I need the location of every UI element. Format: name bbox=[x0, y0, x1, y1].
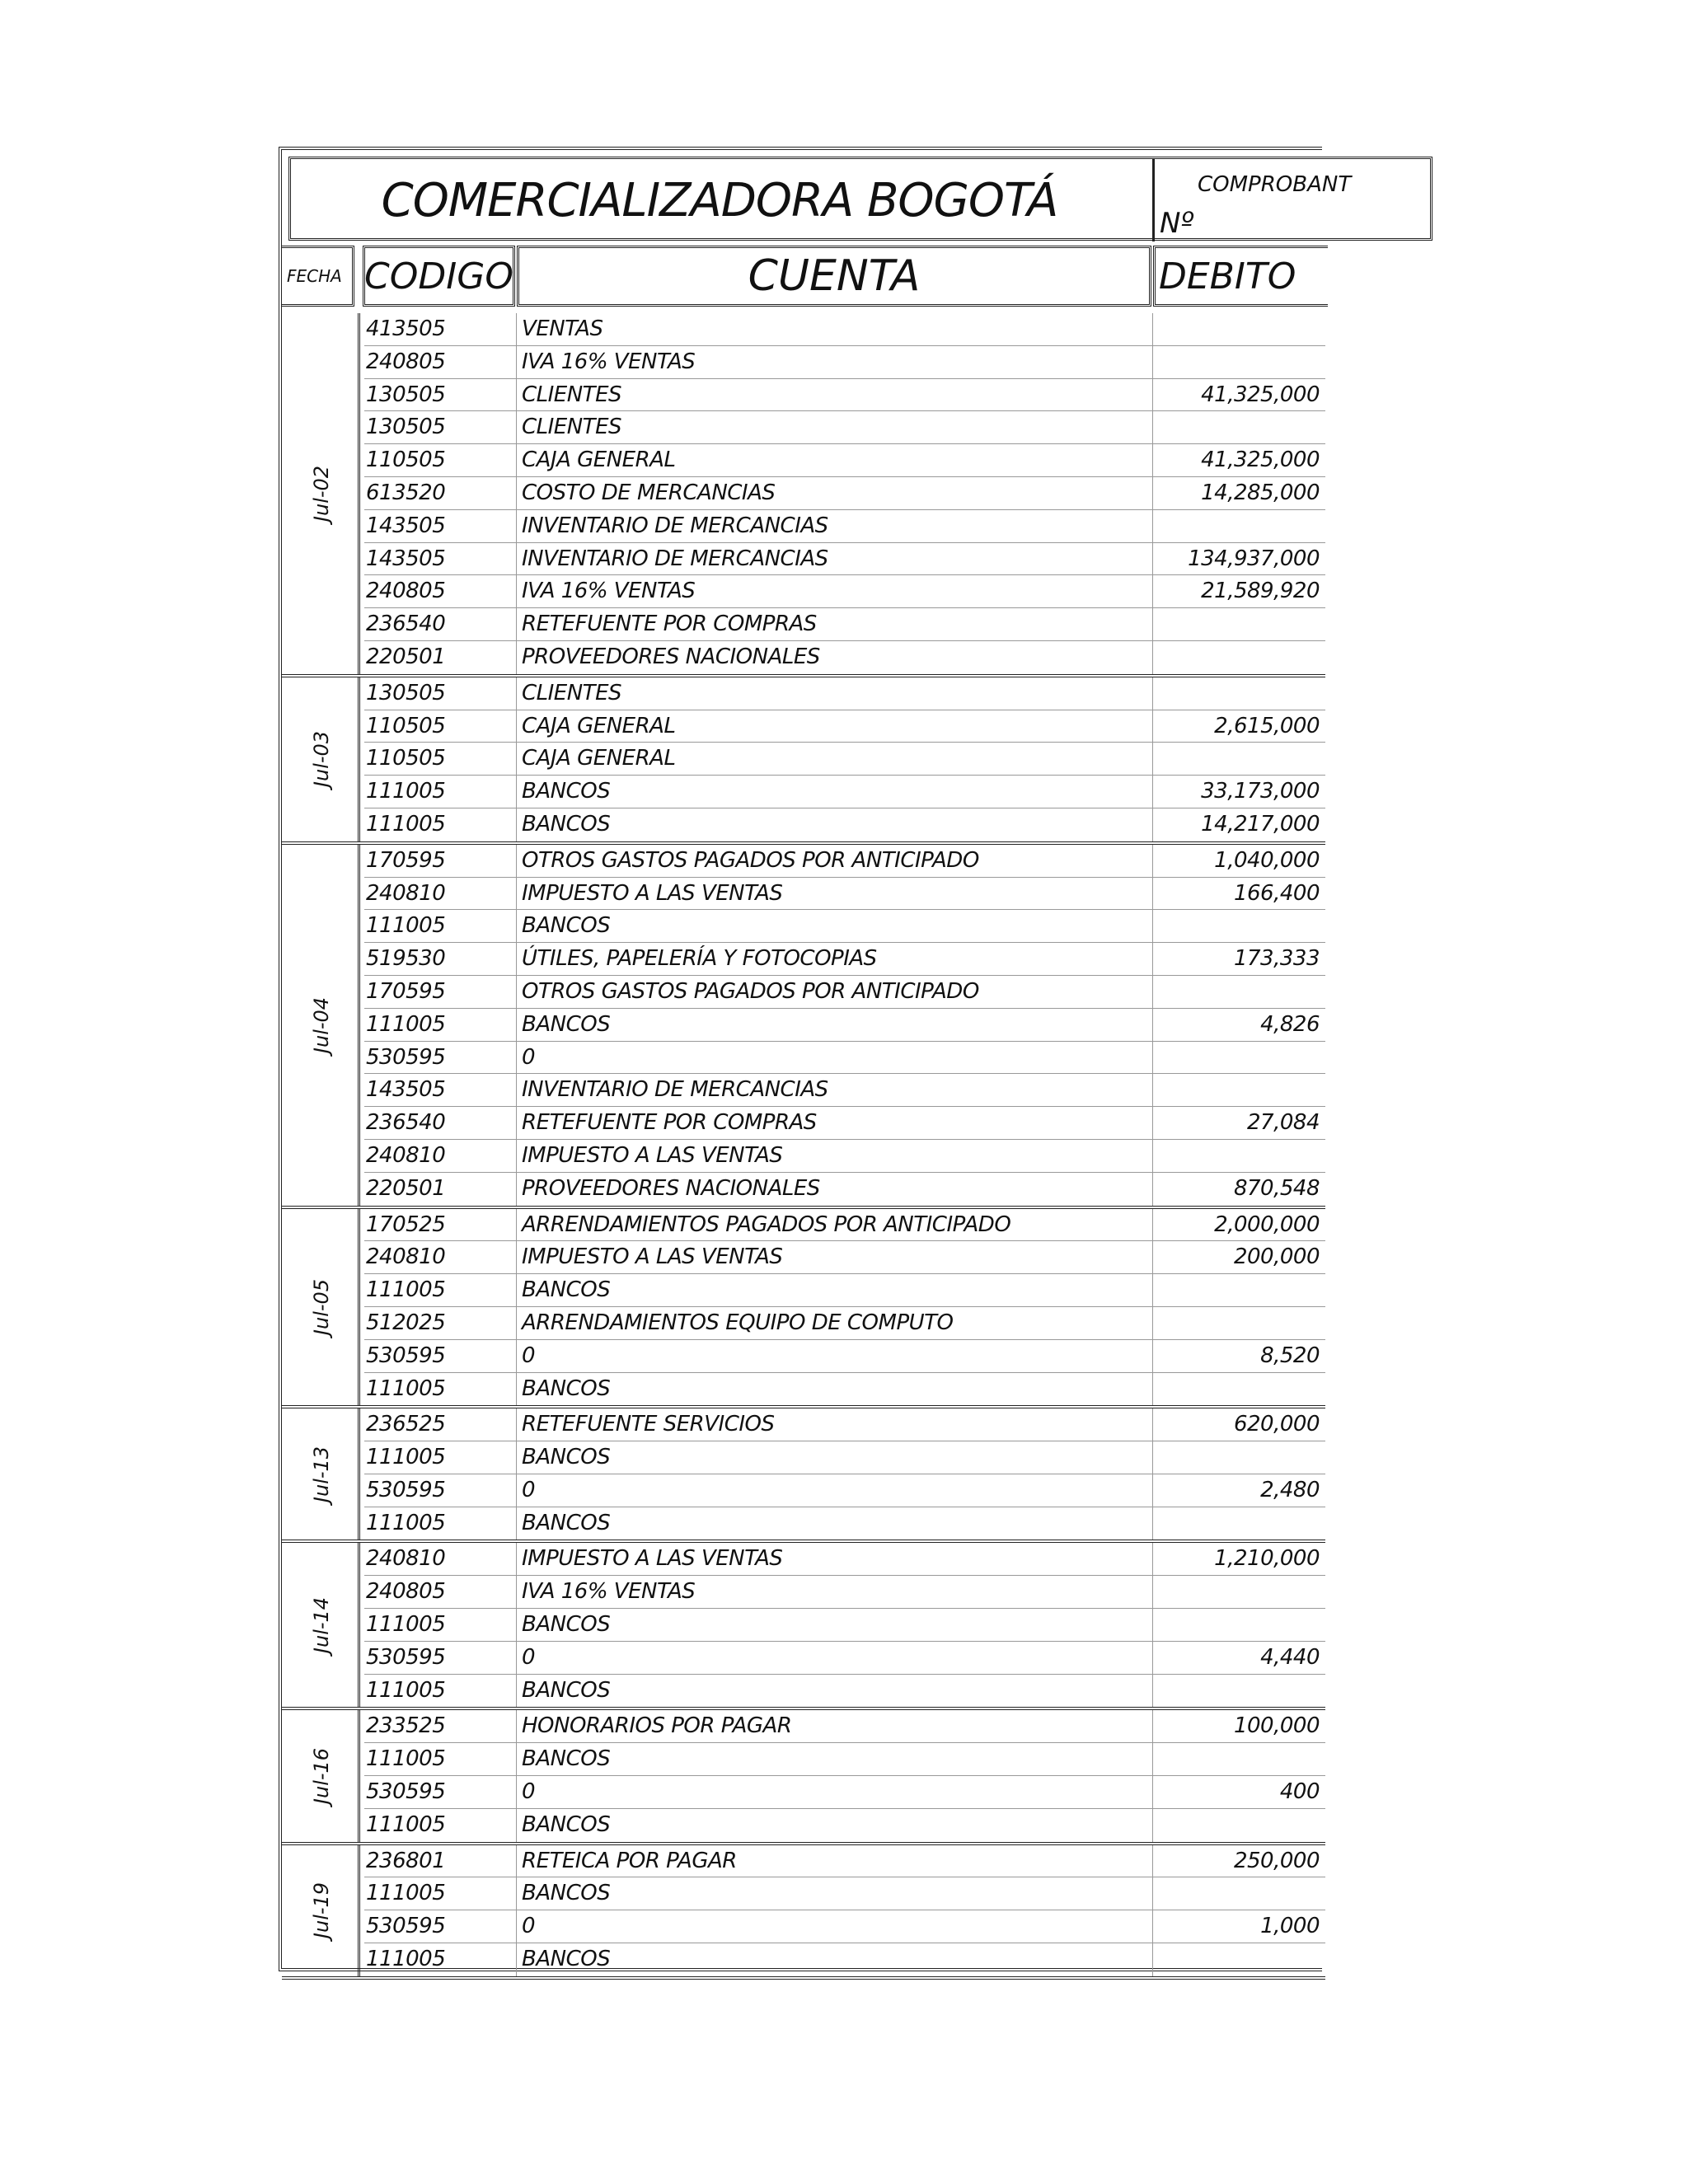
debit-amount bbox=[1153, 1576, 1325, 1608]
account-name: BANCOS bbox=[517, 910, 1153, 942]
account-code: 530595 bbox=[364, 1042, 517, 1074]
account-code: 111005 bbox=[364, 910, 517, 942]
account-name: 0 bbox=[517, 1474, 1153, 1507]
table-row bbox=[364, 1910, 1325, 1943]
account-name: CLIENTES bbox=[517, 379, 1153, 411]
account-code: 111005 bbox=[364, 808, 517, 841]
ledger-body bbox=[282, 313, 1325, 1980]
table-row bbox=[364, 1274, 1325, 1307]
table-row bbox=[364, 878, 1325, 911]
account-name: BANCOS bbox=[517, 1009, 1153, 1041]
account-name: BANCOS bbox=[517, 1441, 1153, 1474]
table-row bbox=[364, 1845, 1325, 1878]
table-row bbox=[364, 1710, 1325, 1743]
table-row bbox=[364, 543, 1325, 576]
account-code: 236525 bbox=[364, 1408, 517, 1441]
table-row bbox=[364, 575, 1325, 608]
account-name: ÚTILES, PAPELERÍA Y FOTOCOPIAS bbox=[517, 943, 1153, 975]
account-code: 110505 bbox=[364, 444, 517, 476]
table-row bbox=[364, 477, 1325, 510]
table-row bbox=[364, 1543, 1325, 1576]
debit-amount bbox=[1153, 1675, 1325, 1708]
table-row bbox=[364, 1408, 1325, 1441]
fecha-cell bbox=[285, 1209, 360, 1406]
debit-amount bbox=[1153, 1074, 1325, 1106]
ledger-sheet bbox=[279, 147, 1352, 1972]
account-name: 0 bbox=[517, 1776, 1153, 1808]
account-code: 240810 bbox=[364, 1140, 517, 1172]
account-code: 240810 bbox=[364, 1241, 517, 1273]
account-code: 240805 bbox=[364, 1576, 517, 1608]
account-name: INVENTARIO DE MERCANCIAS bbox=[517, 543, 1153, 575]
debit-amount: 1,000 bbox=[1260, 1914, 1320, 1939]
account-code: 170595 bbox=[364, 845, 517, 877]
table-row bbox=[364, 1776, 1325, 1809]
account-name: BANCOS bbox=[517, 1675, 1153, 1708]
account-name: INVENTARIO DE MERCANCIAS bbox=[517, 1074, 1153, 1106]
debit-amount: 100,000 bbox=[1233, 1713, 1320, 1739]
account-name: HONORARIOS POR PAGAR bbox=[517, 1710, 1153, 1742]
debit-amount bbox=[1153, 910, 1325, 942]
table-row bbox=[364, 808, 1325, 841]
date-group bbox=[282, 1408, 1325, 1543]
account-name: ARRENDAMIENTOS EQUIPO DE COMPUTO bbox=[517, 1307, 1153, 1339]
account-name: RETEICA POR PAGAR bbox=[517, 1845, 1153, 1877]
account-name: RETEFUENTE POR COMPRAS bbox=[517, 1107, 1153, 1139]
account-name: OTROS GASTOS PAGADOS POR ANTICIPADO bbox=[517, 976, 1153, 1008]
account-name: IVA 16% VENTAS bbox=[517, 1576, 1153, 1608]
debit-amount bbox=[1153, 1140, 1325, 1172]
debit-amount bbox=[1153, 677, 1325, 710]
account-code: 130505 bbox=[364, 677, 517, 710]
table-row bbox=[364, 1943, 1325, 1976]
debit-amount: 2,000,000 bbox=[1214, 1212, 1320, 1237]
debit-amount: 200,000 bbox=[1233, 1244, 1320, 1270]
table-row bbox=[364, 910, 1325, 943]
fecha-cell bbox=[285, 1845, 360, 1976]
account-name: CAJA GENERAL bbox=[517, 444, 1153, 476]
table-row bbox=[364, 1173, 1325, 1206]
account-name: IVA 16% VENTAS bbox=[517, 346, 1153, 378]
table-row bbox=[364, 1241, 1325, 1274]
comprobante-label: COMPROBANT bbox=[1198, 172, 1352, 197]
account-code: 530595 bbox=[364, 1776, 517, 1808]
debit-amount bbox=[1153, 1042, 1325, 1074]
account-name: COSTO DE MERCANCIAS bbox=[517, 477, 1153, 509]
account-name: BANCOS bbox=[517, 1609, 1153, 1641]
fecha-label: Jul-16 bbox=[310, 1747, 333, 1805]
account-name: CLIENTES bbox=[517, 677, 1153, 710]
table-row bbox=[364, 845, 1325, 878]
account-code: 111005 bbox=[364, 1609, 517, 1641]
account-code: 530595 bbox=[364, 1340, 517, 1372]
fecha-label: Jul-03 bbox=[310, 731, 333, 788]
table-row bbox=[364, 1340, 1325, 1373]
table-row bbox=[364, 1576, 1325, 1609]
account-code: 111005 bbox=[364, 1743, 517, 1775]
table-row bbox=[364, 677, 1325, 710]
account-code: 519530 bbox=[364, 943, 517, 975]
account-code: 220501 bbox=[364, 641, 517, 674]
account-name: IMPUESTO A LAS VENTAS bbox=[517, 1140, 1153, 1172]
column-header-debito: DEBITO bbox=[1153, 246, 1328, 307]
account-code: 111005 bbox=[364, 1943, 517, 1976]
debit-amount: 27,084 bbox=[1247, 1110, 1320, 1136]
table-row bbox=[364, 1107, 1325, 1140]
column-header-codigo: CODIGO bbox=[363, 246, 515, 307]
debit-amount bbox=[1153, 346, 1325, 378]
account-code: 413505 bbox=[364, 313, 517, 345]
debit-amount: 41,325,000 bbox=[1201, 382, 1320, 407]
debit-amount: 41,325,000 bbox=[1201, 448, 1320, 473]
account-code: 111005 bbox=[364, 1675, 517, 1708]
fecha-cell bbox=[285, 845, 360, 1206]
fecha-label: Jul-14 bbox=[310, 1596, 333, 1654]
debit-amount: 4,826 bbox=[1260, 1011, 1320, 1037]
table-row bbox=[364, 379, 1325, 412]
fecha-label: Jul-19 bbox=[310, 1882, 333, 1939]
debit-amount bbox=[1153, 510, 1325, 542]
date-group bbox=[282, 1543, 1325, 1710]
debit-amount: 620,000 bbox=[1233, 1412, 1320, 1437]
table-row bbox=[364, 1373, 1325, 1406]
account-code: 111005 bbox=[364, 1009, 517, 1041]
account-code: 613520 bbox=[364, 477, 517, 509]
debit-amount: 33,173,000 bbox=[1201, 779, 1320, 804]
account-code: 143505 bbox=[364, 543, 517, 575]
account-code: 530595 bbox=[364, 1474, 517, 1507]
debit-amount bbox=[1153, 1307, 1325, 1339]
table-row bbox=[364, 346, 1325, 379]
account-name: CAJA GENERAL bbox=[517, 710, 1153, 743]
debit-amount bbox=[1153, 1373, 1325, 1406]
account-code: 130505 bbox=[364, 379, 517, 411]
table-row bbox=[364, 1675, 1325, 1708]
debit-amount bbox=[1153, 976, 1325, 1008]
table-row bbox=[364, 1307, 1325, 1340]
table-row bbox=[364, 1074, 1325, 1107]
debit-amount bbox=[1153, 1441, 1325, 1474]
debit-amount: 14,217,000 bbox=[1201, 811, 1320, 837]
account-code: 236540 bbox=[364, 1107, 517, 1139]
debit-amount: 14,285,000 bbox=[1201, 480, 1320, 505]
table-row bbox=[364, 1009, 1325, 1042]
account-name: CLIENTES bbox=[517, 411, 1153, 443]
account-code: 240810 bbox=[364, 1543, 517, 1575]
debit-amount: 2,480 bbox=[1260, 1477, 1320, 1502]
table-row bbox=[364, 510, 1325, 543]
debit-amount: 1,210,000 bbox=[1214, 1546, 1320, 1572]
table-row bbox=[364, 1609, 1325, 1642]
debit-amount: 250,000 bbox=[1233, 1848, 1320, 1873]
table-row bbox=[364, 1474, 1325, 1507]
debit-amount bbox=[1153, 1609, 1325, 1641]
account-name: BANCOS bbox=[517, 1274, 1153, 1306]
debit-amount bbox=[1153, 1274, 1325, 1306]
account-code: 111005 bbox=[364, 1507, 517, 1540]
date-group bbox=[282, 1845, 1325, 1980]
fecha-cell bbox=[285, 1710, 360, 1841]
account-name: BANCOS bbox=[517, 1943, 1153, 1976]
date-group bbox=[282, 313, 1325, 677]
date-group bbox=[282, 1209, 1325, 1409]
fecha-label: Jul-05 bbox=[310, 1278, 333, 1335]
account-name: BANCOS bbox=[517, 1373, 1153, 1406]
account-code: 236540 bbox=[364, 608, 517, 640]
column-header-fecha: FECHA bbox=[282, 246, 354, 307]
debit-amount: 173,333 bbox=[1233, 946, 1320, 972]
table-row bbox=[364, 1877, 1325, 1910]
account-code: 512025 bbox=[364, 1307, 517, 1339]
table-row bbox=[364, 710, 1325, 743]
account-name: 0 bbox=[517, 1042, 1153, 1074]
debit-amount: 134,937,000 bbox=[1188, 546, 1320, 571]
table-row bbox=[364, 976, 1325, 1009]
account-code: 130505 bbox=[364, 411, 517, 443]
table-row bbox=[364, 313, 1325, 346]
debit-amount bbox=[1153, 608, 1325, 640]
date-group bbox=[282, 1710, 1325, 1844]
account-code: 170525 bbox=[364, 1209, 517, 1241]
account-code: 530595 bbox=[364, 1642, 517, 1674]
date-group bbox=[282, 845, 1325, 1209]
table-row bbox=[364, 641, 1325, 674]
table-row bbox=[364, 1140, 1325, 1173]
account-code: 240810 bbox=[364, 878, 517, 910]
account-name: IVA 16% VENTAS bbox=[517, 575, 1153, 607]
account-code: 220501 bbox=[364, 1173, 517, 1206]
account-name: INVENTARIO DE MERCANCIAS bbox=[517, 510, 1153, 542]
account-name: BANCOS bbox=[517, 1743, 1153, 1775]
fecha-cell bbox=[285, 677, 360, 841]
debit-amount: 870,548 bbox=[1233, 1175, 1320, 1201]
account-name: 0 bbox=[517, 1642, 1153, 1674]
account-code: 111005 bbox=[364, 1373, 517, 1406]
account-name: IMPUESTO A LAS VENTAS bbox=[517, 878, 1153, 910]
account-code: 143505 bbox=[364, 510, 517, 542]
fecha-cell bbox=[285, 313, 360, 674]
debit-amount bbox=[1153, 411, 1325, 443]
debit-amount: 1,040,000 bbox=[1214, 847, 1320, 873]
table-row bbox=[364, 1743, 1325, 1776]
fecha-cell bbox=[285, 1543, 360, 1707]
table-row bbox=[364, 776, 1325, 808]
account-code: 111005 bbox=[364, 1274, 517, 1306]
table-row bbox=[364, 743, 1325, 776]
account-name: BANCOS bbox=[517, 1877, 1153, 1910]
table-row bbox=[364, 1642, 1325, 1675]
table-row bbox=[364, 943, 1325, 976]
debit-amount bbox=[1153, 1809, 1325, 1842]
table-row bbox=[364, 1809, 1325, 1842]
debit-amount bbox=[1153, 1877, 1325, 1910]
table-row bbox=[364, 1209, 1325, 1242]
debit-amount bbox=[1153, 1507, 1325, 1540]
account-name: BANCOS bbox=[517, 808, 1153, 841]
fecha-label: Jul-13 bbox=[310, 1446, 333, 1502]
debit-amount: 8,520 bbox=[1260, 1343, 1320, 1368]
account-code: 530595 bbox=[364, 1910, 517, 1943]
debit-amount bbox=[1153, 743, 1325, 775]
account-name: PROVEEDORES NACIONALES bbox=[517, 1173, 1153, 1206]
company-title: COMERCIALIZADORA BOGOTÁ bbox=[381, 173, 1058, 227]
table-row bbox=[364, 444, 1325, 477]
debit-amount bbox=[1153, 1743, 1325, 1775]
debit-amount: 4,440 bbox=[1260, 1644, 1320, 1670]
numero-label: Nº bbox=[1160, 207, 1194, 240]
title-box bbox=[288, 157, 1432, 241]
account-code: 240805 bbox=[364, 575, 517, 607]
account-code: 170595 bbox=[364, 976, 517, 1008]
debit-amount bbox=[1153, 1943, 1325, 1976]
table-row bbox=[364, 1441, 1325, 1474]
debit-amount: 166,400 bbox=[1233, 880, 1320, 906]
account-code: 111005 bbox=[364, 1877, 517, 1910]
date-group bbox=[282, 677, 1325, 845]
debit-amount bbox=[1153, 313, 1325, 345]
fecha-label: Jul-02 bbox=[310, 465, 333, 522]
debit-amount bbox=[1153, 641, 1325, 674]
account-name: ARRENDAMIENTOS PAGADOS POR ANTICIPADO bbox=[517, 1209, 1153, 1241]
account-name: BANCOS bbox=[517, 776, 1153, 808]
account-name: IMPUESTO A LAS VENTAS bbox=[517, 1241, 1153, 1273]
account-name: IMPUESTO A LAS VENTAS bbox=[517, 1543, 1153, 1575]
account-name: BANCOS bbox=[517, 1809, 1153, 1842]
comprobante-box bbox=[1152, 159, 1352, 241]
fecha-label: Jul-04 bbox=[310, 996, 333, 1053]
account-name: 0 bbox=[517, 1340, 1153, 1372]
account-code: 111005 bbox=[364, 776, 517, 808]
table-row bbox=[364, 411, 1325, 444]
account-code: 236801 bbox=[364, 1845, 517, 1877]
account-name: RETEFUENTE POR COMPRAS bbox=[517, 608, 1153, 640]
account-name: PROVEEDORES NACIONALES bbox=[517, 641, 1153, 674]
account-name: RETEFUENTE SERVICIOS bbox=[517, 1408, 1153, 1441]
account-code: 110505 bbox=[364, 743, 517, 775]
account-code: 233525 bbox=[364, 1710, 517, 1742]
account-name: CAJA GENERAL bbox=[517, 743, 1153, 775]
account-name: OTROS GASTOS PAGADOS POR ANTICIPADO bbox=[517, 845, 1153, 877]
account-code: 111005 bbox=[364, 1441, 517, 1474]
account-code: 111005 bbox=[364, 1809, 517, 1842]
fecha-cell bbox=[285, 1408, 360, 1540]
account-code: 110505 bbox=[364, 710, 517, 743]
account-code: 240805 bbox=[364, 346, 517, 378]
debit-amount: 2,615,000 bbox=[1214, 713, 1320, 738]
account-name: 0 bbox=[517, 1910, 1153, 1943]
debit-amount: 21,589,920 bbox=[1201, 579, 1320, 604]
debit-amount: 400 bbox=[1279, 1779, 1320, 1805]
table-row bbox=[364, 1042, 1325, 1075]
account-code: 143505 bbox=[364, 1074, 517, 1106]
account-name: BANCOS bbox=[517, 1507, 1153, 1540]
account-name: VENTAS bbox=[517, 313, 1153, 345]
table-row bbox=[364, 1507, 1325, 1540]
table-row bbox=[364, 608, 1325, 641]
column-header-cuenta: CUENTA bbox=[517, 246, 1151, 307]
